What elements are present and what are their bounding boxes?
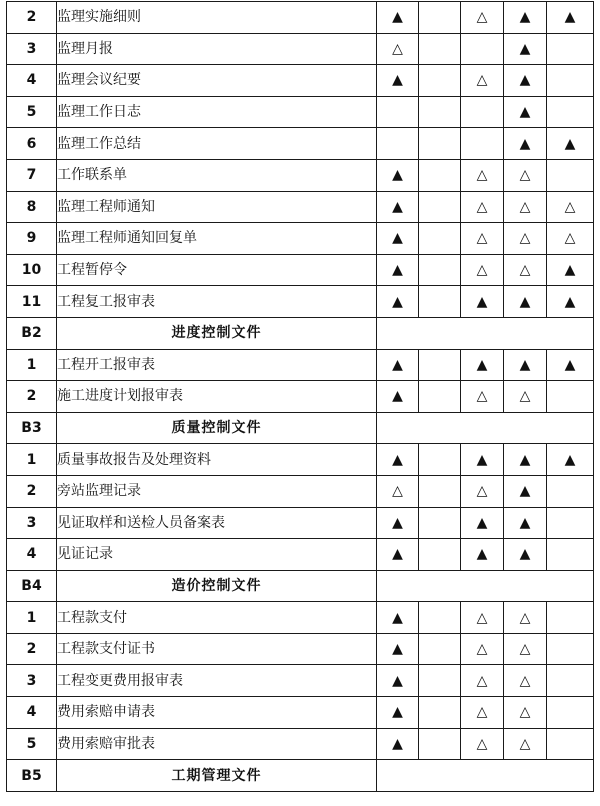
mark-cell-3: ▲ [461, 444, 504, 476]
mark-cell-4: ▲ [504, 349, 547, 381]
mark-cell-4: △ [504, 697, 547, 729]
mark-cell-5 [547, 697, 594, 729]
section-code: B4 [7, 570, 57, 602]
table-row [7, 191, 594, 223]
mark-cell-2 [419, 381, 461, 413]
mark-cell-3: △ [461, 191, 504, 223]
mark-cell-3: △ [461, 665, 504, 697]
section-title: 造价控制文件 [57, 570, 377, 602]
document-name: 工程开工报审表 [57, 349, 377, 381]
section-code: B5 [7, 760, 57, 792]
mark-cell-1: ▲ [377, 602, 419, 634]
row-number: 3 [7, 33, 57, 65]
mark-cell-4: ▲ [504, 96, 547, 128]
row-number: 3 [7, 507, 57, 539]
document-name: 见证取样和送检人员备案表 [57, 507, 377, 539]
row-number: 2 [7, 633, 57, 665]
mark-cell-5 [547, 159, 594, 191]
mark-cell-2 [419, 444, 461, 476]
mark-cell-1: ▲ [377, 444, 419, 476]
mark-cell-5: △ [547, 223, 594, 255]
table-row [7, 254, 594, 286]
document-name: 工程款支付证书 [57, 633, 377, 665]
document-name: 见证记录 [57, 539, 377, 571]
row-number: 4 [7, 65, 57, 97]
row-number: 2 [7, 381, 57, 413]
mark-cell-3: ▲ [461, 349, 504, 381]
mark-cell-5: △ [547, 191, 594, 223]
row-number: 8 [7, 191, 57, 223]
section-row [7, 570, 594, 602]
mark-cell-2 [419, 96, 461, 128]
table-row [7, 665, 594, 697]
mark-cell-3: △ [461, 65, 504, 97]
mark-cell-3: △ [461, 602, 504, 634]
row-number: 10 [7, 254, 57, 286]
mark-cell-1: ▲ [377, 349, 419, 381]
document-name: 施工进度计划报审表 [57, 381, 377, 413]
mark-cell-5 [547, 96, 594, 128]
mark-cell-4: △ [504, 633, 547, 665]
mark-cell-2 [419, 33, 461, 65]
mark-cell-2 [419, 665, 461, 697]
mark-cell-1: ▲ [377, 191, 419, 223]
mark-cell-3: △ [461, 381, 504, 413]
mark-cell-4: ▲ [504, 475, 547, 507]
document-name: 工作联系单 [57, 159, 377, 191]
mark-cell-1: ▲ [377, 2, 419, 34]
mark-cell-2 [419, 159, 461, 191]
section-blank-cell [377, 412, 594, 444]
document-name: 质量事故报告及处理资料 [57, 444, 377, 476]
mark-cell-1: △ [377, 475, 419, 507]
document-name: 监理月报 [57, 33, 377, 65]
document-name: 工程暂停令 [57, 254, 377, 286]
document-name: 费用索赔审批表 [57, 728, 377, 760]
mark-cell-4: △ [504, 191, 547, 223]
section-blank-cell [377, 317, 594, 349]
section-row [7, 412, 594, 444]
mark-cell-1 [377, 96, 419, 128]
section-blank-cell [377, 760, 594, 792]
mark-cell-2 [419, 286, 461, 318]
mark-cell-3: △ [461, 223, 504, 255]
section-row [7, 317, 594, 349]
section-code: B3 [7, 412, 57, 444]
table-row [7, 33, 594, 65]
mark-cell-4: ▲ [504, 33, 547, 65]
mark-cell-3: △ [461, 475, 504, 507]
table-row [7, 128, 594, 160]
document-name: 监理工程师通知回复单 [57, 223, 377, 255]
mark-cell-4: ▲ [504, 2, 547, 34]
mark-cell-5 [547, 381, 594, 413]
mark-cell-2 [419, 507, 461, 539]
mark-cell-1: ▲ [377, 381, 419, 413]
table-row [7, 539, 594, 571]
table-row [7, 381, 594, 413]
document-name: 费用索赔申请表 [57, 697, 377, 729]
mark-cell-3 [461, 96, 504, 128]
mark-cell-4: ▲ [504, 507, 547, 539]
row-number: 7 [7, 159, 57, 191]
row-number: 1 [7, 602, 57, 634]
row-number: 6 [7, 128, 57, 160]
mark-cell-5 [547, 602, 594, 634]
row-number: 4 [7, 697, 57, 729]
mark-cell-3: ▲ [461, 539, 504, 571]
section-title: 质量控制文件 [57, 412, 377, 444]
mark-cell-2 [419, 128, 461, 160]
document-name: 监理工程师通知 [57, 191, 377, 223]
mark-cell-1: ▲ [377, 539, 419, 571]
table-row [7, 2, 594, 34]
mark-cell-5: ▲ [547, 254, 594, 286]
mark-cell-4: ▲ [504, 65, 547, 97]
table-row [7, 475, 594, 507]
mark-cell-1: ▲ [377, 65, 419, 97]
table-row [7, 444, 594, 476]
mark-cell-4: △ [504, 254, 547, 286]
mark-cell-1: ▲ [377, 254, 419, 286]
section-row [7, 760, 594, 792]
mark-cell-1: ▲ [377, 665, 419, 697]
mark-cell-2 [419, 254, 461, 286]
mark-cell-3: △ [461, 254, 504, 286]
mark-cell-3 [461, 33, 504, 65]
mark-cell-1: ▲ [377, 223, 419, 255]
mark-cell-1 [377, 128, 419, 160]
document-name: 旁站监理记录 [57, 475, 377, 507]
mark-cell-2 [419, 539, 461, 571]
mark-cell-5 [547, 633, 594, 665]
mark-cell-1: ▲ [377, 633, 419, 665]
document-name: 工程款支付 [57, 602, 377, 634]
mark-cell-5 [547, 33, 594, 65]
mark-cell-3: △ [461, 633, 504, 665]
row-number: 4 [7, 539, 57, 571]
document-name: 监理实施细则 [57, 2, 377, 34]
mark-cell-5 [547, 539, 594, 571]
mark-cell-4: ▲ [504, 128, 547, 160]
document-name: 监理工作总结 [57, 128, 377, 160]
mark-cell-4: ▲ [504, 444, 547, 476]
mark-cell-2 [419, 602, 461, 634]
mark-cell-2 [419, 633, 461, 665]
row-number: 11 [7, 286, 57, 318]
table-row [7, 349, 594, 381]
table-row [7, 96, 594, 128]
section-blank-cell [377, 570, 594, 602]
row-number: 1 [7, 349, 57, 381]
mark-cell-4: ▲ [504, 286, 547, 318]
document-name: 工程复工报审表 [57, 286, 377, 318]
mark-cell-5: ▲ [547, 2, 594, 34]
document-name: 监理会议纪要 [57, 65, 377, 97]
table-row [7, 697, 594, 729]
row-number: 9 [7, 223, 57, 255]
mark-cell-2 [419, 65, 461, 97]
row-number: 3 [7, 665, 57, 697]
table-row [7, 286, 594, 318]
mark-cell-5 [547, 65, 594, 97]
archive-table [6, 1, 594, 792]
mark-cell-2 [419, 223, 461, 255]
row-number: 2 [7, 475, 57, 507]
mark-cell-1: ▲ [377, 286, 419, 318]
row-number: 5 [7, 728, 57, 760]
mark-cell-1: ▲ [377, 507, 419, 539]
table-row [7, 65, 594, 97]
mark-cell-4: △ [504, 728, 547, 760]
mark-cell-3: △ [461, 159, 504, 191]
mark-cell-2 [419, 191, 461, 223]
mark-cell-2 [419, 2, 461, 34]
mark-cell-5 [547, 728, 594, 760]
mark-cell-2 [419, 728, 461, 760]
mark-cell-4: △ [504, 159, 547, 191]
section-title: 工期管理文件 [57, 760, 377, 792]
mark-cell-5: ▲ [547, 286, 594, 318]
mark-cell-4: △ [504, 665, 547, 697]
mark-cell-5 [547, 475, 594, 507]
mark-cell-5 [547, 665, 594, 697]
mark-cell-2 [419, 697, 461, 729]
mark-cell-3: ▲ [461, 286, 504, 318]
mark-cell-3: △ [461, 728, 504, 760]
mark-cell-5: ▲ [547, 444, 594, 476]
mark-cell-2 [419, 349, 461, 381]
table-row [7, 633, 594, 665]
mark-cell-3: △ [461, 2, 504, 34]
mark-cell-2 [419, 475, 461, 507]
row-number: 5 [7, 96, 57, 128]
mark-cell-1: ▲ [377, 159, 419, 191]
mark-cell-4: ▲ [504, 539, 547, 571]
row-number: 2 [7, 2, 57, 34]
document-name: 工程变更费用报审表 [57, 665, 377, 697]
row-number: 1 [7, 444, 57, 476]
section-code: B2 [7, 317, 57, 349]
mark-cell-5: ▲ [547, 349, 594, 381]
mark-cell-4: △ [504, 602, 547, 634]
table-row [7, 602, 594, 634]
mark-cell-5: ▲ [547, 128, 594, 160]
section-title: 进度控制文件 [57, 317, 377, 349]
table-body [7, 2, 594, 792]
mark-cell-3 [461, 128, 504, 160]
mark-cell-4: △ [504, 223, 547, 255]
mark-cell-1: ▲ [377, 697, 419, 729]
table-row [7, 159, 594, 191]
mark-cell-1: △ [377, 33, 419, 65]
mark-cell-1: ▲ [377, 728, 419, 760]
table-row [7, 223, 594, 255]
mark-cell-3: ▲ [461, 507, 504, 539]
table-row [7, 507, 594, 539]
mark-cell-3: △ [461, 697, 504, 729]
table-row [7, 728, 594, 760]
mark-cell-5 [547, 507, 594, 539]
mark-cell-4: △ [504, 381, 547, 413]
document-name: 监理工作日志 [57, 96, 377, 128]
